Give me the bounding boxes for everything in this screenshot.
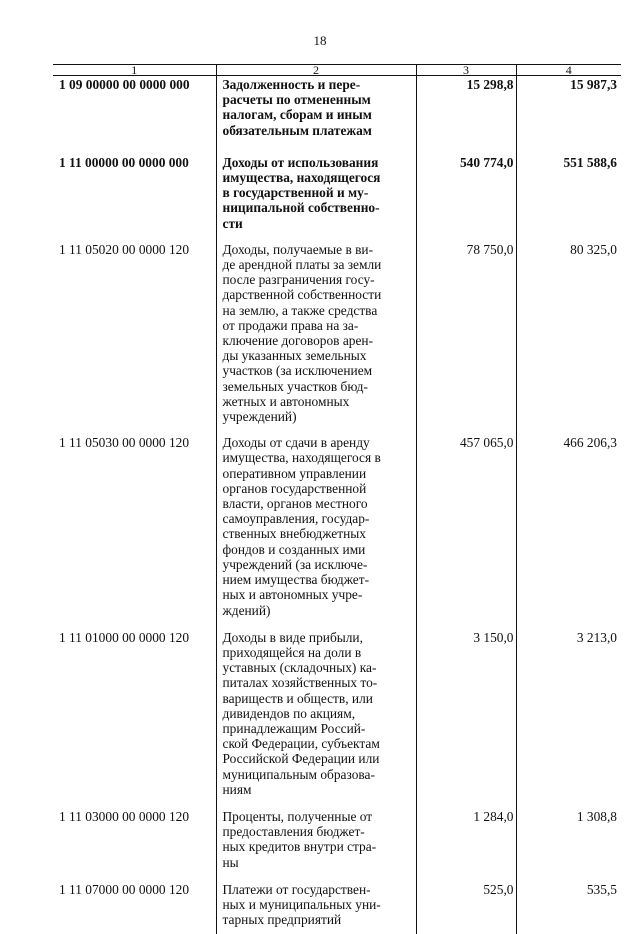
budget-code: 1 09 00000 00 0000 000 — [59, 77, 190, 92]
revenue-name: Платежи от государствен- ных и муниципальных уни- тарных предприятий — [216, 870, 416, 934]
amount-col3: 3 150,0 — [416, 618, 516, 797]
amount-col3: 525,0 — [416, 870, 516, 934]
table-row — [53, 231, 621, 424]
table-row — [53, 618, 621, 797]
amount-col3: 540 774,0 — [416, 138, 516, 231]
amount-col3: 457 065,0 — [416, 424, 516, 617]
table-row — [53, 424, 621, 617]
page-number: 18 — [313, 33, 327, 48]
revenue-name: Доходы в виде прибыли, приходящейся на доли в уставных (складочных) ка- питалах хозяйственных то- вариществ и обществ, или дивидендов по акциям, принадлежащим Россий- ской Федерации, субъектам Российской Федерации или муниципальным образова- ниям — [216, 618, 416, 797]
amount-col4: 466 206,3 — [516, 424, 621, 617]
budget-code: 1 11 07000 00 0000 120 — [59, 881, 190, 897]
amount-col3: 15 298,8 — [416, 76, 516, 138]
budget-table — [53, 64, 621, 934]
amount-col3: 1 284,0 — [416, 797, 516, 870]
amount-col4: 80 325,0 — [516, 231, 621, 424]
table-row — [53, 76, 621, 138]
revenue-name: Доходы, получаемые в ви- де арендной платы за земли после разграничения госу- дарственной собственности на землю, а также средства от продажи права на за- ключение договоров арен- ды указанных земельных участков (за исключением земельных участков бюд- жетных и автономных учреждений) — [216, 231, 416, 424]
amount-col4: 3 213,0 — [516, 618, 621, 797]
table-header — [53, 65, 621, 76]
column-header-2: 2 — [216, 65, 416, 76]
column-header-1: 1 — [53, 65, 216, 76]
amount-col4: 1 308,8 — [516, 797, 621, 870]
amount-col4: 535,5 — [516, 870, 621, 934]
budget-code: 1 11 05020 00 0000 120 — [59, 241, 190, 257]
budget-code: 1 11 05030 00 0000 120 — [59, 435, 190, 451]
column-header-4: 4 — [516, 65, 621, 76]
table-row — [53, 797, 621, 870]
budget-code: 1 11 00000 00 0000 000 — [59, 154, 189, 170]
revenue-name: Доходы от использования имущества, находящегося в государственной и му- ниципальной собственно- сти — [216, 138, 416, 231]
budget-code: 1 11 03000 00 0000 120 — [59, 808, 190, 824]
table-row — [53, 870, 621, 934]
revenue-name: Проценты, полученные от предоставления бюджет- ных кредитов внутри стра- ны — [216, 797, 416, 870]
budget-code: 1 11 01000 00 0000 120 — [59, 629, 190, 645]
amount-col4: 551 588,6 — [516, 138, 621, 231]
table-row — [53, 138, 621, 231]
column-header-3: 3 — [416, 65, 516, 76]
revenue-name: Задолженность и пере- расчеты по отмененным налогам, сборам и иным обязательным платежам — [216, 76, 416, 138]
revenue-name: Доходы от сдачи в аренду имущества, находящегося в оперативном управлении органов государственной власти, органов местного самоуправления, государ- ственных внебюджетных фондов и созданных ими учреждений (за исключе- нием имущества бюджет- ных и автономных учре- ждений) — [216, 424, 416, 617]
amount-col4: 15 987,3 — [516, 76, 621, 138]
amount-col3: 78 750,0 — [416, 231, 516, 424]
